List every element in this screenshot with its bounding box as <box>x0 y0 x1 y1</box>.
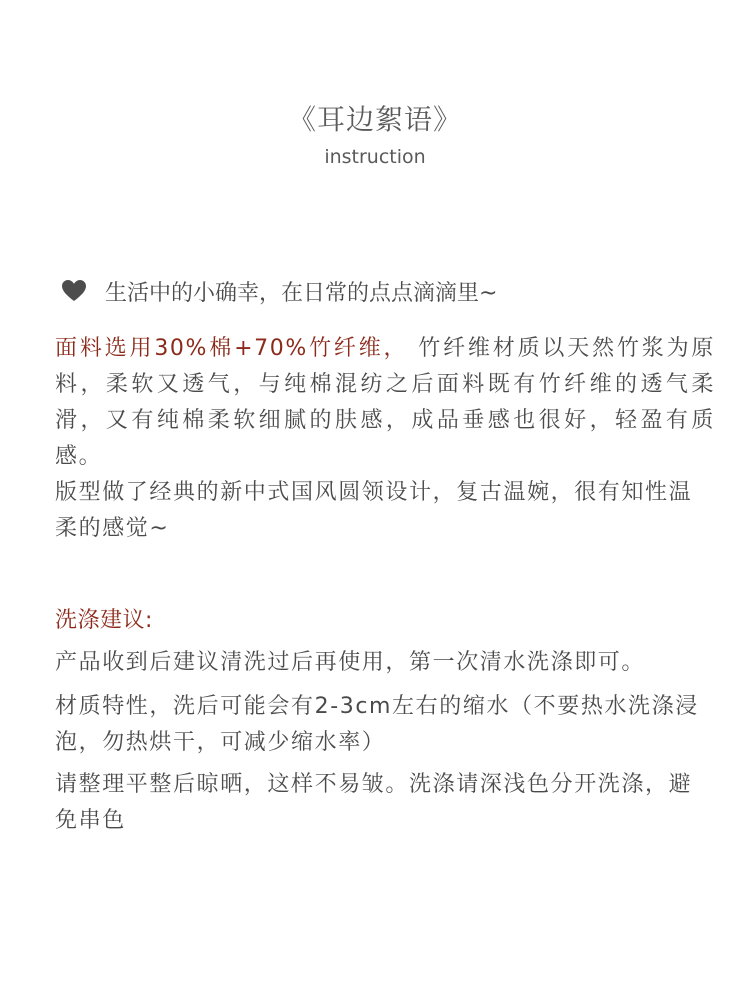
tagline-text: 生活中的小确幸，在日常的点点滴滴里~ <box>105 280 498 306</box>
page-subtitle: instruction <box>324 146 426 168</box>
tagline <box>61 273 715 309</box>
washing-line: 材质特性，洗后可能会有2-3cm左右的缩水（不要热水洗涤浸泡，勿热烘干，可减少缩水率） <box>55 694 699 755</box>
style-description: 版型做了经典的新中式国风圆领设计，复古温婉，很有知性温柔的感觉~ <box>55 480 693 541</box>
page-header <box>0 100 750 170</box>
fabric-body: 竹纤维材质以天然竹浆为原料，柔软又透气，与纯棉混纺之后面料既有竹纤维的透气柔滑，又有纯棉柔软细腻的肤感，成品垂感也很好，轻盈有质感。 <box>55 336 715 469</box>
fabric-description <box>55 331 715 475</box>
fabric-highlight: 面料选用30%棉+70%竹纤维， <box>55 336 409 361</box>
washing-line: 产品收到后建议清洗过后再使用，第一次清水洗涤即可。 <box>55 650 646 675</box>
page-title: 《耳边絮语》 <box>287 103 462 136</box>
washing-line: 请整理平整后晾晒，这样不易皱。洗涤请深浅色分开洗涤，避免串色 <box>55 772 693 833</box>
washing-heading: 洗涤建议: <box>55 608 153 633</box>
main-content <box>55 273 715 839</box>
heart-icon <box>61 278 87 304</box>
